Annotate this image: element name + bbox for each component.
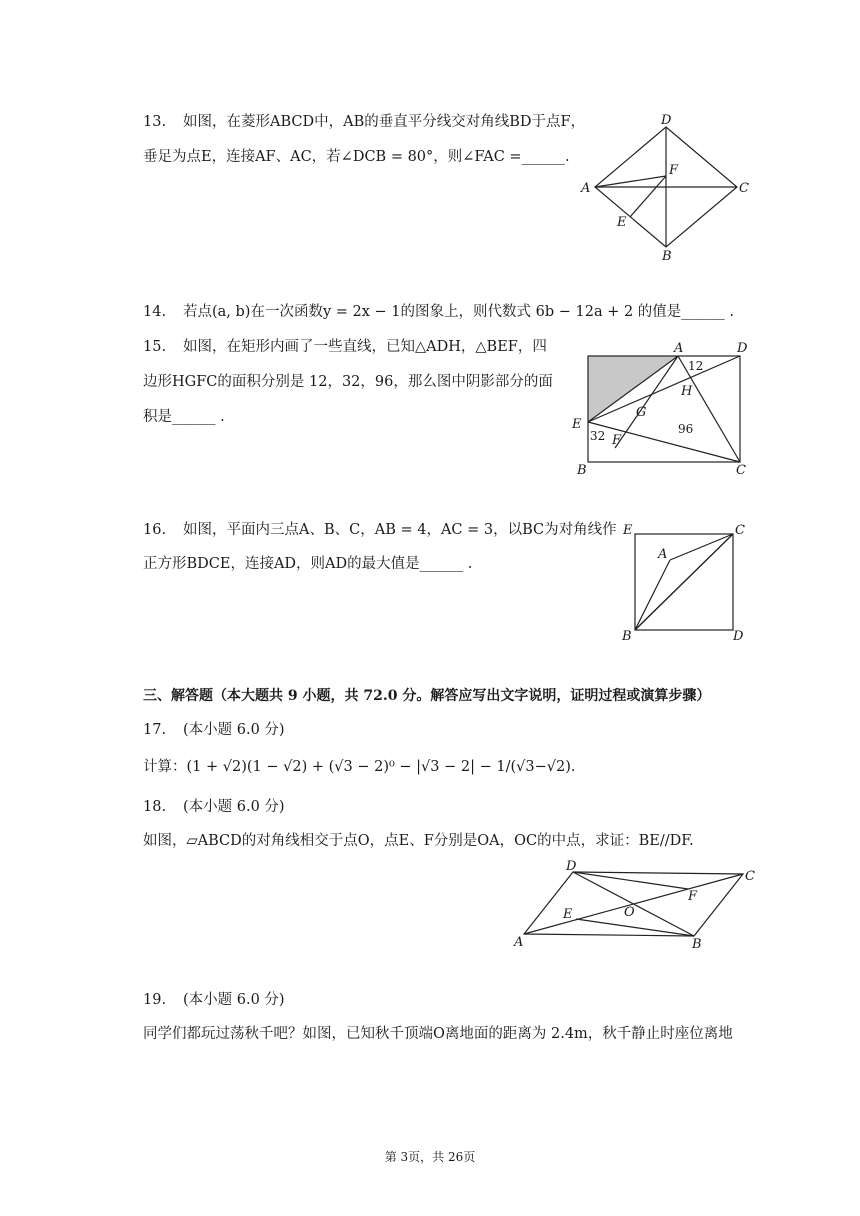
q13-label-E: E [617, 215, 627, 230]
q15-text-line1: 如图，在矩形内画了一些直线，已知△ADH，△BEF，四 [183, 339, 547, 355]
q18-label-B: B [692, 937, 702, 952]
q15-label-G: G [636, 405, 647, 420]
q18-label-D: D [566, 859, 577, 874]
q13-rhombus-figure [575, 110, 755, 270]
q16-label-B: B [622, 629, 632, 644]
q18-parallelogram-figure [508, 856, 758, 956]
q15-label-B: B [577, 463, 587, 478]
q14-line [143, 302, 734, 322]
q19-score: (本小题 6.0 分) [183, 992, 285, 1008]
q15-area-96: 96 [678, 422, 694, 436]
q17-text: 计算：(1 + √2)(1 − √2) + (√3 − 2)⁰ − |√3 − 2| − 1/(√3−√2). [143, 759, 576, 775]
q18-label-C: C [745, 869, 755, 884]
q19-number: 19. [143, 992, 167, 1008]
q13-label-C: C [739, 181, 749, 196]
q16-label-D: D [733, 629, 744, 644]
q19-header [143, 990, 285, 1010]
q18-label-E: E [563, 907, 573, 922]
q16-square-figure [620, 518, 760, 646]
q14-text: 若点(a, b)在一次函数y = 2x − 1的图象上，则代数式 6b − 12a + 2 的值是______ . [183, 304, 735, 320]
q13-label-A: A [581, 181, 591, 196]
q14-number: 14. [143, 304, 167, 320]
q15-label-C: C [736, 463, 746, 478]
q18-label-A: A [514, 935, 524, 950]
q16-label-C: C [735, 523, 745, 538]
q18-label-F: F [688, 889, 698, 904]
q18-number: 18. [143, 799, 167, 815]
q13-label-F: F [669, 163, 679, 178]
q15-line3: 积是______ . [143, 409, 225, 425]
q16-number: 16. [143, 522, 167, 538]
q18-score: (本小题 6.0 分) [183, 799, 285, 815]
q15-line2: 边形HGFC的面积分别是 12，32，96，那么图中阴影部分的面 [143, 374, 553, 390]
page-footer: 第 3页，共 26页 [384, 1150, 476, 1164]
q13-text-line1: 如图，在菱形ABCD中，AB的垂直平分线交对角线BD于点F， [183, 114, 586, 130]
q16-text-line1: 如图，平面内三点A、B、C，AB = 4，AC = 3，以BC为对角线作 [183, 522, 617, 538]
q15-label-F: F [612, 433, 622, 448]
q15-area-12: 12 [688, 359, 704, 373]
q19-text: 同学们都玩过荡秋千吧？如图，已知秋千顶端O离地面的距离为 2.4m，秋千静止时座位离地 [143, 1026, 733, 1042]
q15-label-H: H [681, 384, 693, 399]
q16-line1 [143, 520, 617, 540]
q16-line2: 正方形BDCE，连接AD，则AD的最大值是______ . [143, 556, 473, 572]
q17-header [143, 720, 285, 740]
q13-number: 13. [143, 114, 167, 130]
q18-label-O: O [624, 905, 635, 920]
q17-number: 17. [143, 722, 167, 738]
q15-label-D: D [737, 341, 748, 356]
q15-line1 [143, 337, 547, 357]
q16-label-A: A [658, 547, 668, 562]
q17-score: (本小题 6.0 分) [183, 722, 285, 738]
q13-label-D: D [661, 113, 672, 128]
q16-label-E: E [623, 523, 633, 538]
q15-area-32: 32 [590, 429, 606, 443]
q15-rectangle-figure [570, 340, 755, 480]
q15-number: 15. [143, 339, 167, 355]
q13-line2: 垂足为点E，连接AF、AC，若∠DCB = 80°，则∠FAC =______. [143, 149, 570, 165]
q13-line1 [143, 112, 585, 132]
section3-title: 三、解答题（本大题共 9 小题，共 72.0 分。解答应写出文字说明，证明过程或演算步骤） [143, 688, 711, 704]
q18-header [143, 797, 285, 817]
q15-label-E: E [572, 417, 582, 432]
q13-label-B: B [662, 249, 672, 264]
q15-label-A: A [674, 341, 684, 356]
q18-text: 如图，▱ABCD的对角线相交于点O，点E、F分别是OA，OC的中点，求证：BE//DF. [143, 833, 694, 849]
